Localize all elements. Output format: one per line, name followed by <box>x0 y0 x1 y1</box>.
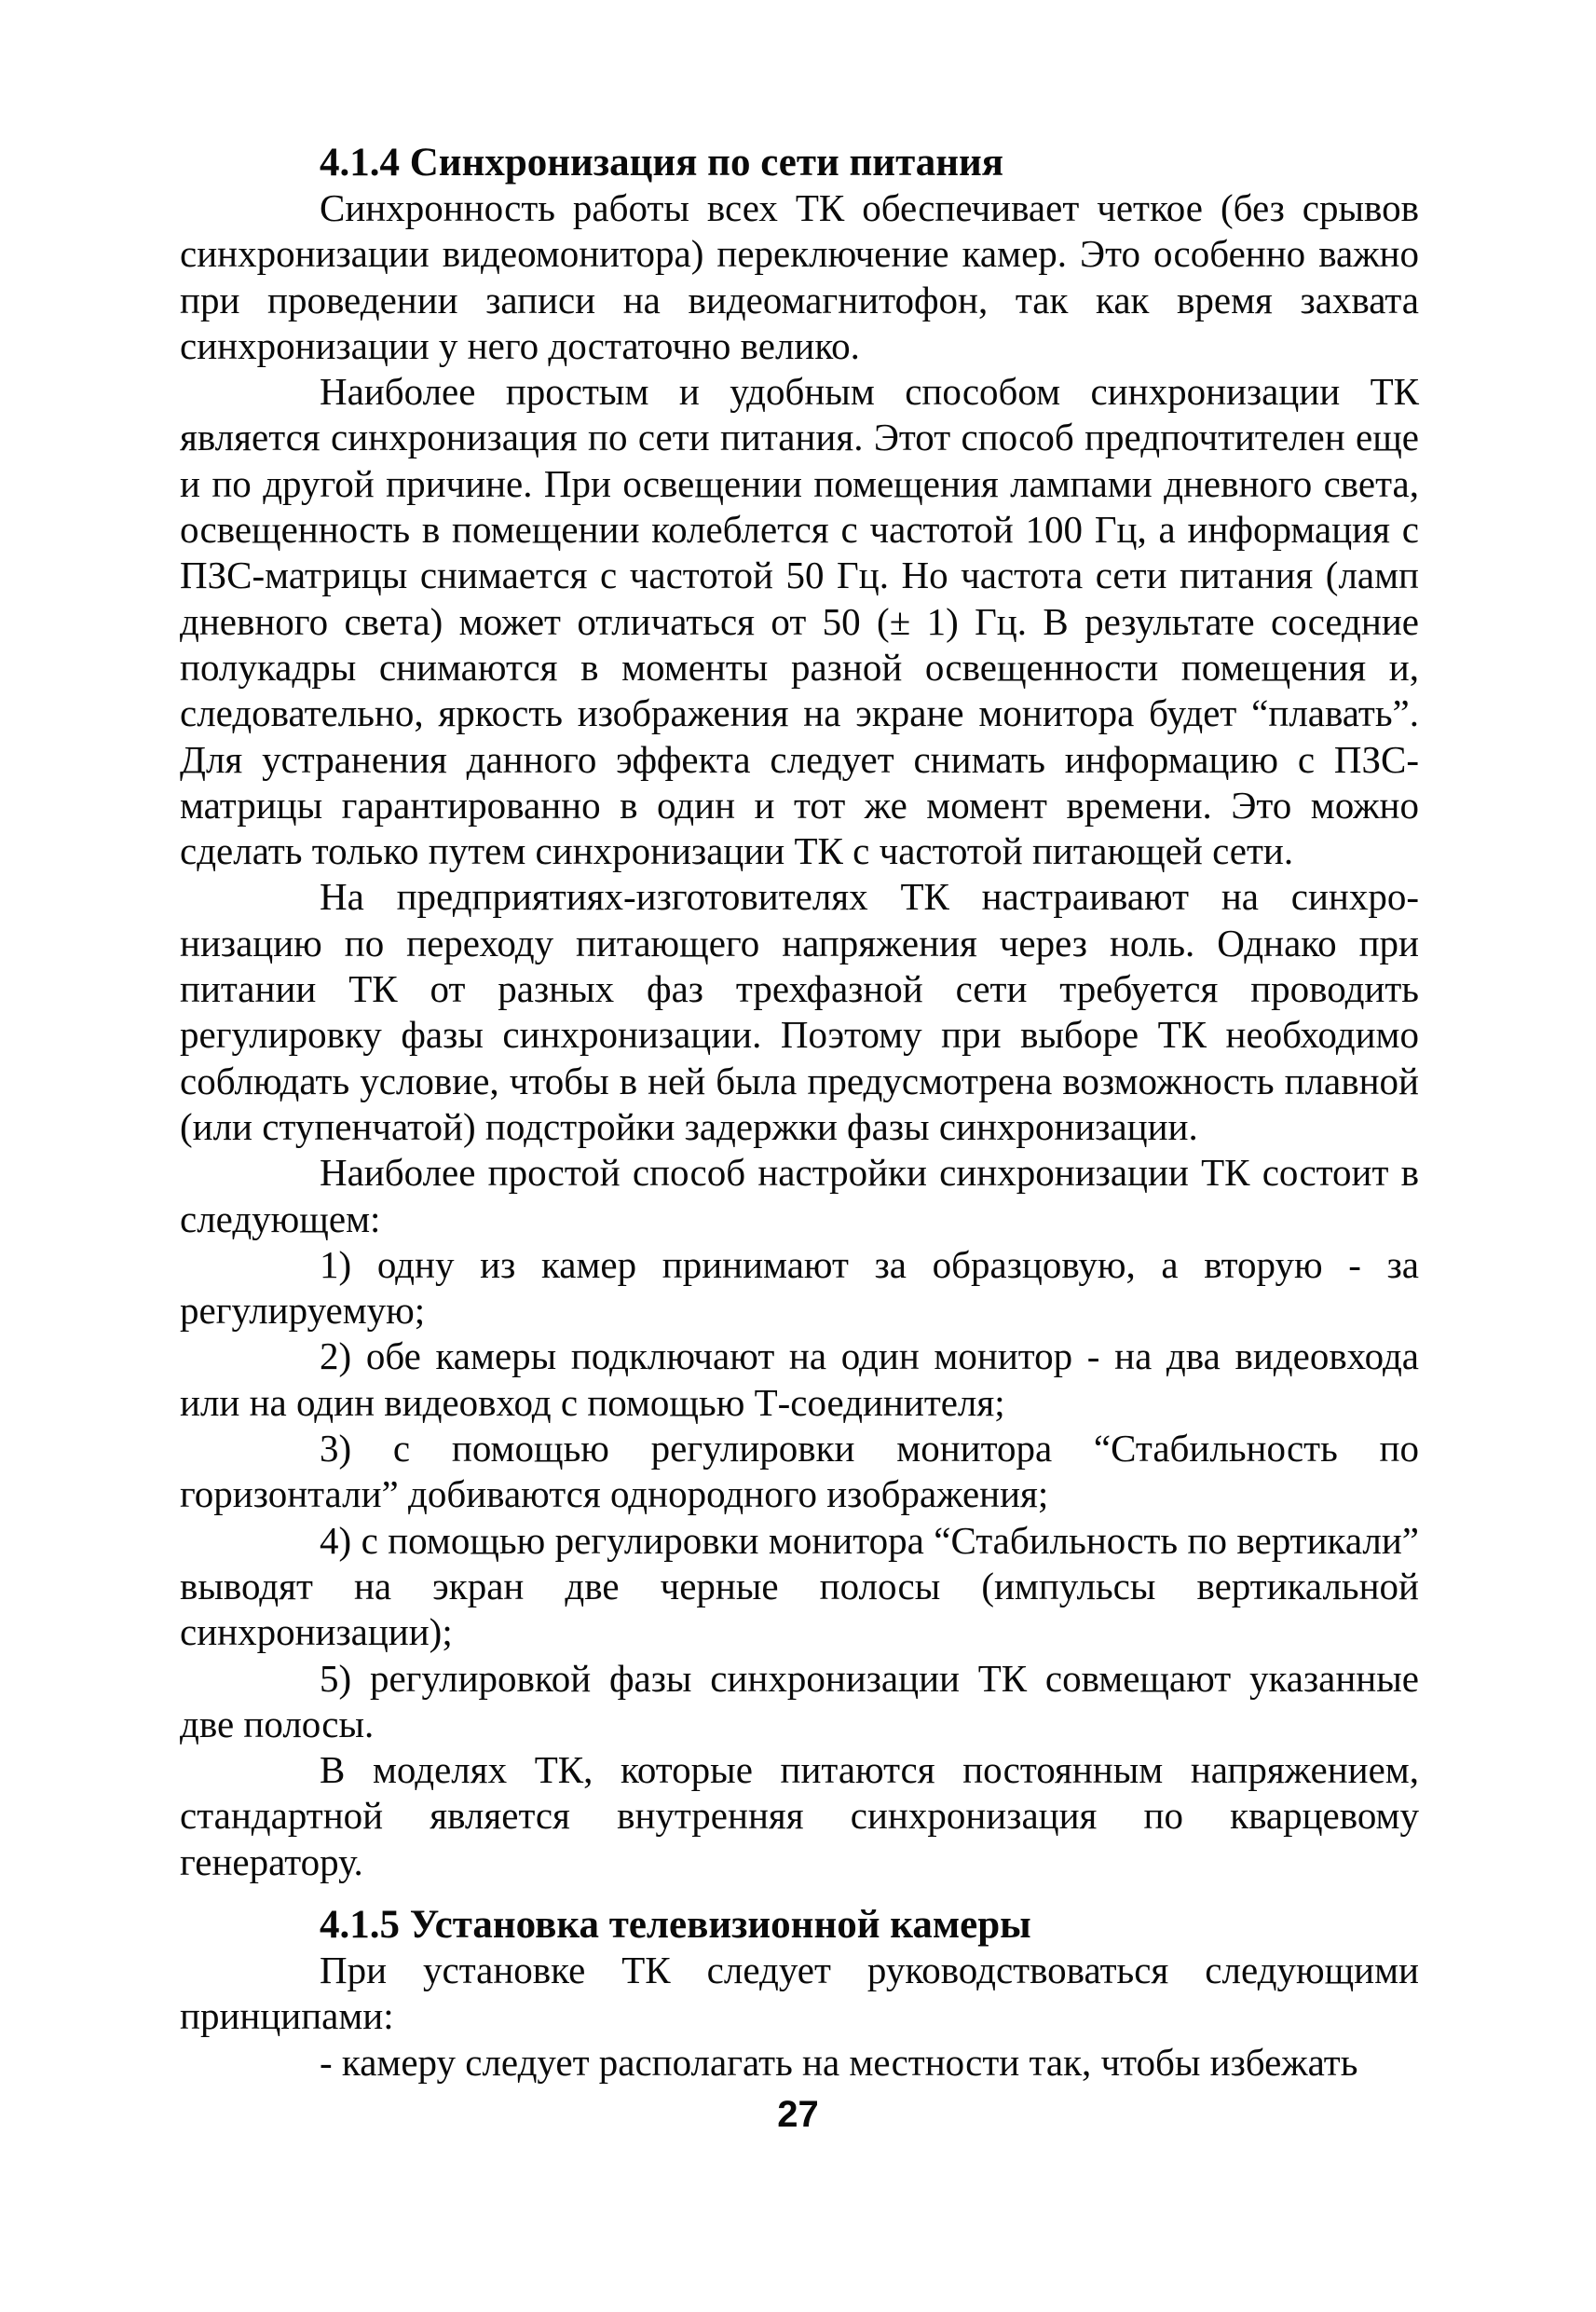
page-number: 27 <box>777 2094 819 2135</box>
list-item: 1) одну из камер принимают за образцовую, а вторую - за регулируемую; <box>180 1242 1419 1333</box>
list-item: - камеру следует располагать на местности так, чтобы избежать <box>320 2040 1358 2084</box>
list-item: 5) регулировкой фазы синхронизации ТК совмещают указанные две полосы. <box>180 1656 1419 1745</box>
paragraph: Синхронность работы всех ТК обеспечивает четкое (без срывов синхронизации видеомонитора) переключение камер. Это особенно важно при проведении записи на видеомагнитофон, так как время захвата синхронизации у него достаточно велико. <box>180 186 1419 367</box>
page-body <box>180 140 1419 2283</box>
list-item: 3) с помощью регулировки монитора “Стабильность по горизонтали” добиваются однородного изображения; <box>180 1427 1419 1516</box>
list-item: 4) с помощью регулировки монитора “Стабильность по вертикали” выводят на экран две черные полосы (импульсы вертикальной синхронизации); <box>180 1518 1419 1654</box>
list-item: 2) обе камеры подключают на один монитор - на два видеовхода или на один видеовход с помощью Т-соединителя; <box>180 1334 1419 1424</box>
paragraph: На предприятиях-изготовителях ТК настраивают на синхронизацию по переходу питающего напряжения через ноль. Однако при питании ТК от разных фаз трехфазной сети требуется проводить регулировку фазы синхронизации. Поэтому при выборе ТК необходимо соблюдать условие, чтобы в ней была предусмотрена возможность плавной (или ступенчатой) подстройки задержки фазы синхронизации. <box>180 875 1419 1148</box>
section-heading-sync: 4.1.4 Синхронизация по сети питания <box>320 141 1004 185</box>
paragraph: Наиболее простым и удобным способом синхронизации ТК является синхронизация по сети питания. Этот способ предпочтителен еще и по другой причине. При освещении помещения лампами дневного света, освещенность в помещении колеблется с частотой 100 Гц, а информация с ПЗС-матрицы снимается с частотой 50 Гц. Но частота сети питания (ламп дневного света) может отличаться от 50 (± 1) Гц. В результате соседние полукадры снимаются в моменты разной освещенности помещения и, следовательно, яркость изображения на экране монитора будет “плавать”. Для устранения данного эффекта следует снимать информацию с ПЗС-матрицы гарантированно в один и тот же момент времени. Это можно сделать только путем синхронизации ТК с частотой питающей сети. <box>180 370 1419 873</box>
section-heading-camera-installation: 4.1.5 Установка телевизионной камеры <box>320 1902 1031 1947</box>
paragraph: При установке ТК следует руководствоваться следующими принципами: <box>180 1948 1419 2038</box>
paragraph: Наиболее простой способ настройки синхронизации ТК состоит в следующем: <box>180 1151 1419 1240</box>
paragraph: В моделях ТК, которые питаются постоянным напряжением, стандартной является внутренняя синхронизация по кварцевому генератору. <box>180 1748 1419 1883</box>
